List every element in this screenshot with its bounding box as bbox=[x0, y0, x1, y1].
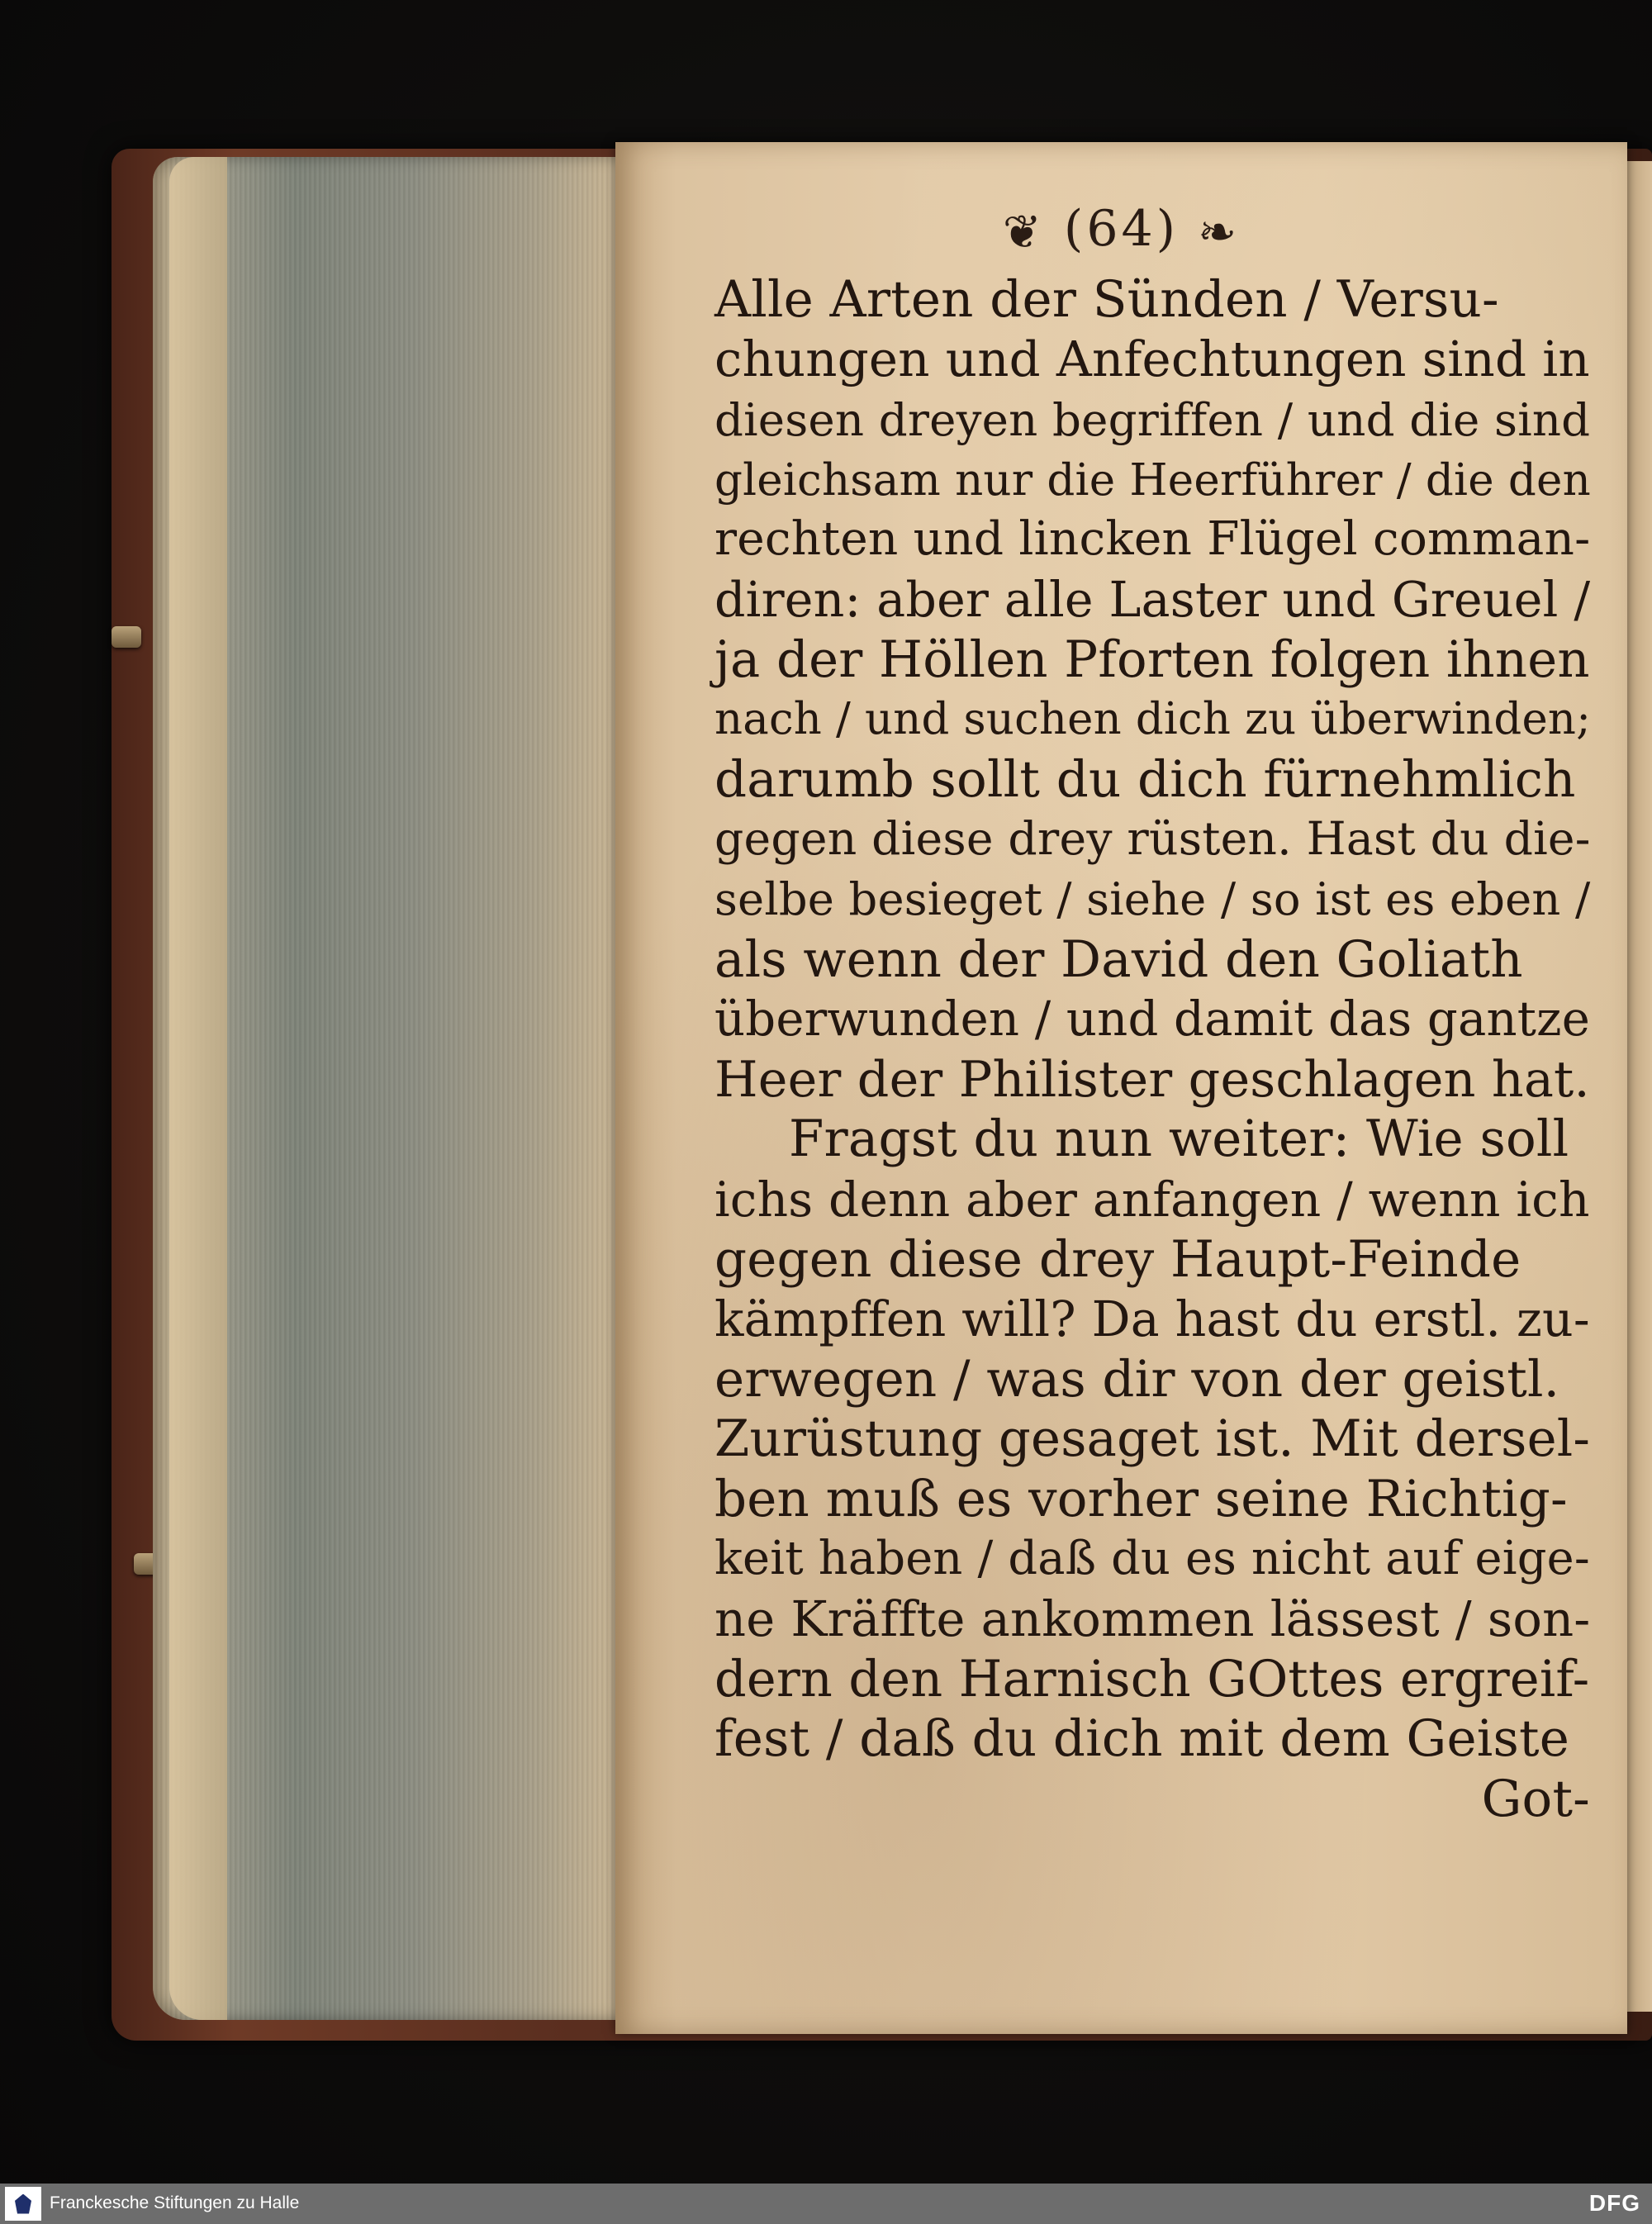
text-line: fest / daß du dich mit dem Geiste bbox=[714, 1709, 1569, 1769]
page-body bbox=[714, 270, 1590, 1829]
text-line: gegen diese drey rüsten. Hast du die- bbox=[714, 813, 1591, 867]
clasp-pin-top bbox=[112, 626, 141, 648]
viewer-footer bbox=[0, 2184, 1652, 2224]
text-line: gegen diese drey Haupt-Feinde bbox=[714, 1229, 1521, 1289]
text-line: keit haben / daß du es nicht auf eige- bbox=[714, 1532, 1590, 1586]
text-line: diesen dreyen begriffen / und die sind bbox=[714, 393, 1591, 447]
text-line: ben muß es vorher seine Richtig- bbox=[714, 1469, 1568, 1528]
text-line: ichs denn aber anfangen / wenn ich bbox=[714, 1171, 1590, 1228]
text-line: Fragst du nun weiter: Wie soll bbox=[789, 1110, 1569, 1169]
text-line: erwegen / was dir von der geistl. bbox=[714, 1349, 1560, 1409]
text-line: chungen und Anfechtungen sind in bbox=[714, 330, 1590, 388]
text-line: selbe besieget / siehe / so ist es eben / bbox=[714, 872, 1591, 925]
text-line: Zurüstung gesaget ist. Mit dersel- bbox=[714, 1410, 1591, 1469]
text-line: überwunden / und damit das gantze bbox=[714, 991, 1590, 1048]
text-line: Heer der Philister geschlagen hat. bbox=[714, 1050, 1590, 1109]
dfg-logo[interactable]: DFG bbox=[1588, 2190, 1640, 2216]
text-line: kämpffen will? Da hast du erstl. zu- bbox=[714, 1291, 1590, 1348]
book-page bbox=[615, 142, 1627, 2034]
institution-logo[interactable] bbox=[5, 2187, 41, 2221]
text-line: diren: aber alle Laster und Greuel / bbox=[714, 571, 1591, 628]
catchword: Got- bbox=[1481, 1769, 1590, 1828]
text-line: dern den Harnisch GOttes ergreif- bbox=[714, 1650, 1590, 1708]
text-line: darumb sollt du dich fürnehmlich bbox=[714, 749, 1576, 809]
institution-name[interactable]: Franckesche Stiftungen zu Halle bbox=[50, 2193, 300, 2212]
ornament-left-icon: ❦ bbox=[1002, 205, 1045, 259]
text-line: nach / und suchen dich zu überwinden; bbox=[714, 694, 1592, 745]
text-line: als wenn der David den Goliath bbox=[714, 929, 1523, 989]
page-number: (64) bbox=[1063, 200, 1180, 258]
text-line: gleichsam nur die Heerführer / die den bbox=[714, 454, 1591, 506]
page-block-edge bbox=[153, 157, 628, 2020]
text-line: ja der Höllen Pforten folgen ihnen bbox=[714, 630, 1590, 689]
page-header bbox=[615, 200, 1627, 259]
text-line: rechten und lincken Flügel comman- bbox=[714, 512, 1591, 567]
text-line: Alle Arten der Sünden / Versu- bbox=[714, 270, 1499, 329]
ornament-right-icon: ❧ bbox=[1198, 205, 1241, 259]
institution-logo-icon bbox=[15, 2194, 31, 2214]
text-line: ne Kräffte ankommen lässest / son- bbox=[714, 1590, 1591, 1648]
